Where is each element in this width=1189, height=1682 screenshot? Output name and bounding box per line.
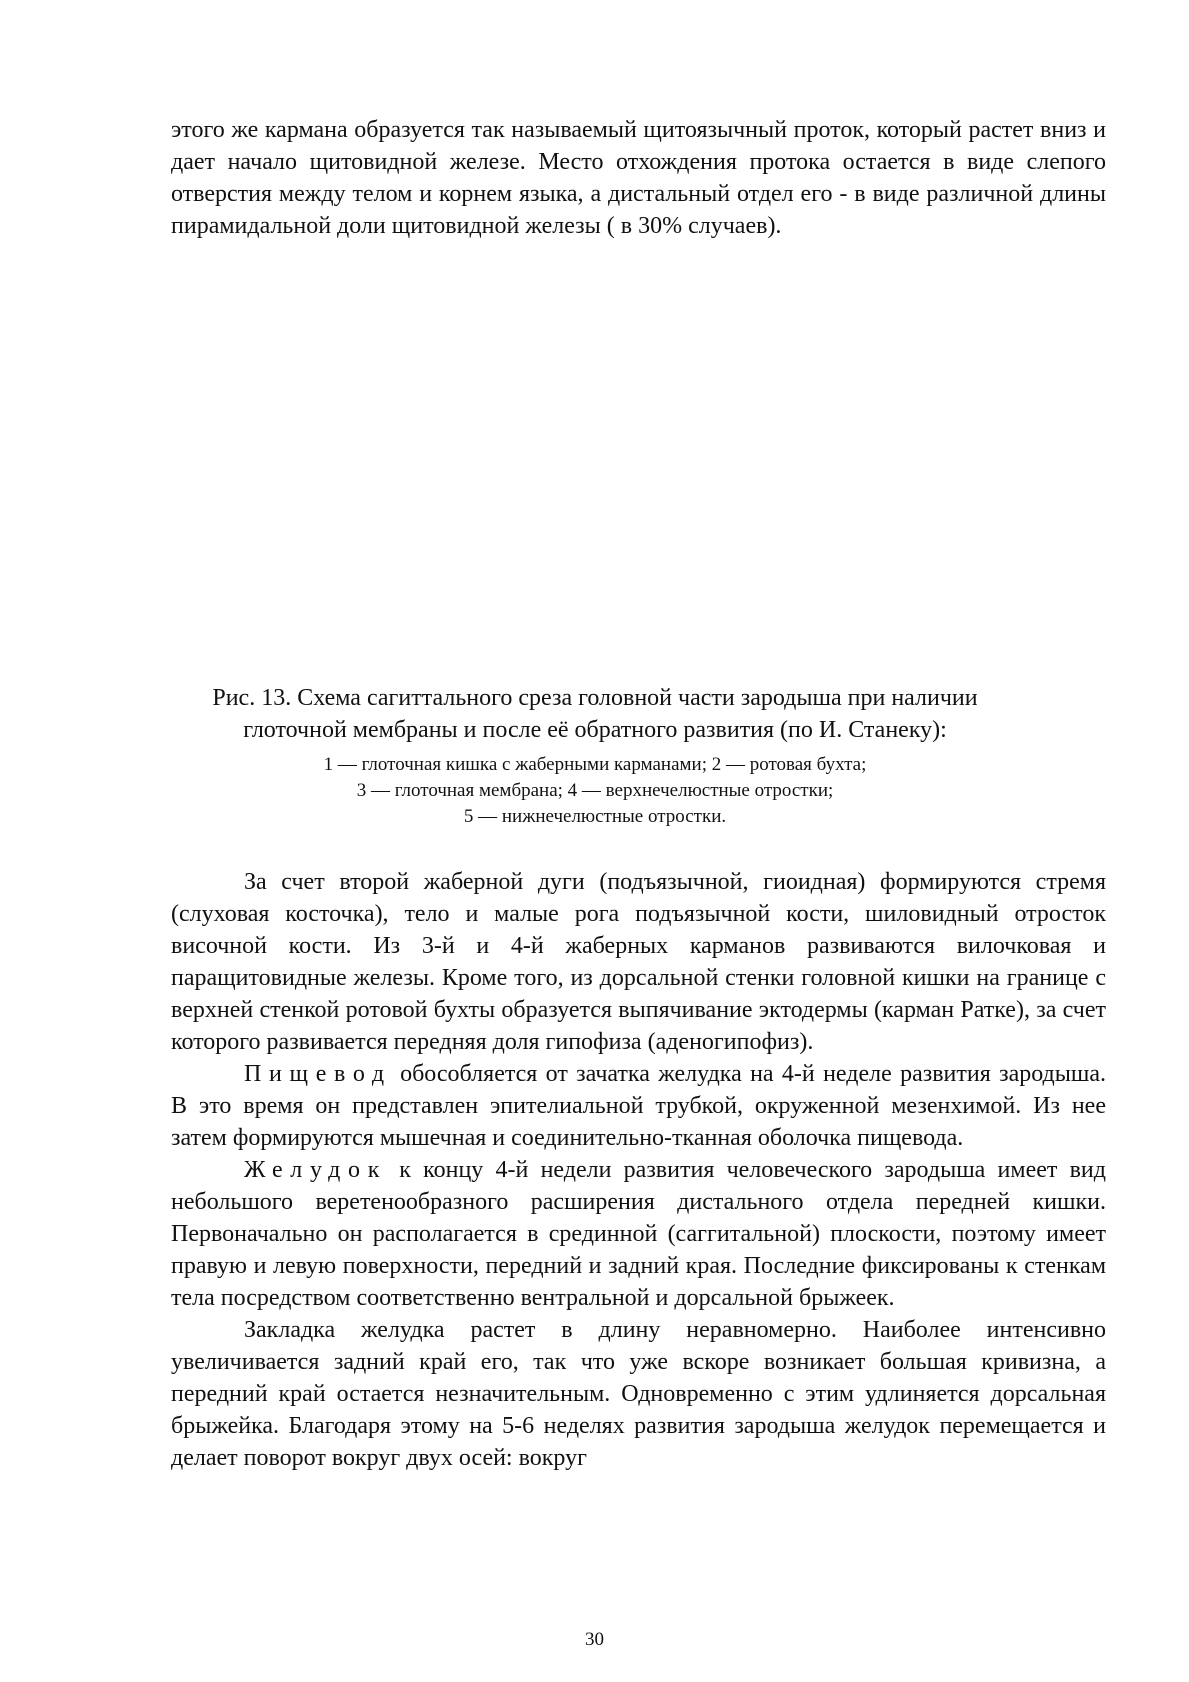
paragraph-text: к концу 4-й недели развития человеческого зародыша имеет вид небольшого веретенообразного расширения дистального отдела передней кишки. Первоначально он располагается в срединной (саггитальной) плоскости, поэтому имеет правую и левую поверхности, передний и задний края. Последние фиксированы к стенкам тела посредством соответственно вентральной и дорсальной брыжеек. (171, 1157, 1106, 1311)
page-number: 30 (585, 1629, 604, 1650)
figure-caption-title (120, 682, 1070, 746)
term-esophagus: Пищевод (244, 1061, 392, 1087)
figure-caption-title-line: глоточной мембраны и после её обратного развития (по И. Станеку): (243, 717, 947, 743)
paragraph-stomach (171, 1154, 1106, 1314)
figure-caption-legend (120, 752, 1070, 830)
paragraph-stomach-growth (171, 1314, 1106, 1474)
paragraph-pharyngeal-arch (171, 866, 1106, 1058)
paragraph-text: Закладка желудка растет в длину неравномерно. Наиболее интенсивно увеличивается задний край его, так что уже вскоре возникает большая кривизна, а передний край остается незначительным. Одновременно с этим удлиняется дорсальная брыжейка. Благодаря этому на 5-6 неделях развития зародыша желудок перемещается и делает поворот вокруг двух осей: вокруг (171, 1317, 1106, 1471)
main-text (171, 866, 1106, 1474)
figure-legend-line: 1 — глоточная кишка с жаберными карманами; 2 — ротовая бухта; (323, 754, 867, 775)
paragraph-text: За счет второй жаберной дуги (подъязычной, гиоидная) формируются стремя (слуховая косточка), тело и малые рога подъязычной кости, шиловидный отросток височной кости. Из 3-й и 4-й жаберных карманов развиваются вилочковая и паращитовидные железы. Кроме того, из дорсальной стенки головной кишки на границе с верхней стенкой ротовой бухты образуется выпячивание эктодермы (карман Ратке), за счет которого развивается передняя доля гипофиза (аденогипофиз). (171, 869, 1106, 1055)
paragraph-esophagus (171, 1058, 1106, 1154)
paragraph-text: обособляется от зачатка желудка на 4-й неделе развития зародыша. В это время он представлен эпителиальной трубкой, окруженной мезенхимой. Из нее затем формируются мышечная и соединительно-тканная оболочка пищевода. (171, 1061, 1106, 1151)
figure-legend-line: 5 — нижнечелюстные отростки. (463, 806, 727, 827)
figure-placeholder (171, 290, 1106, 670)
term-stomach: Желудок (244, 1157, 388, 1183)
top-paragraph: этого же кармана образуется так называемый щитоязычный проток, который растет вниз и дает начало щитовидной железе. Место отхождения протока остается в виде слепого отверстия между телом и корнем языка, а дистальный отдел его - в виде различной длины пирамидальной доли щитовидной железы ( в 30% случаев). (171, 117, 1106, 239)
figure-caption-title-line: Рис. 13. Схема сагиттального среза головной части зародыша при наличии (212, 685, 978, 711)
figure-legend-line: 3 — глоточная мембрана; 4 — верхнечелюстные отростки; (356, 780, 834, 801)
